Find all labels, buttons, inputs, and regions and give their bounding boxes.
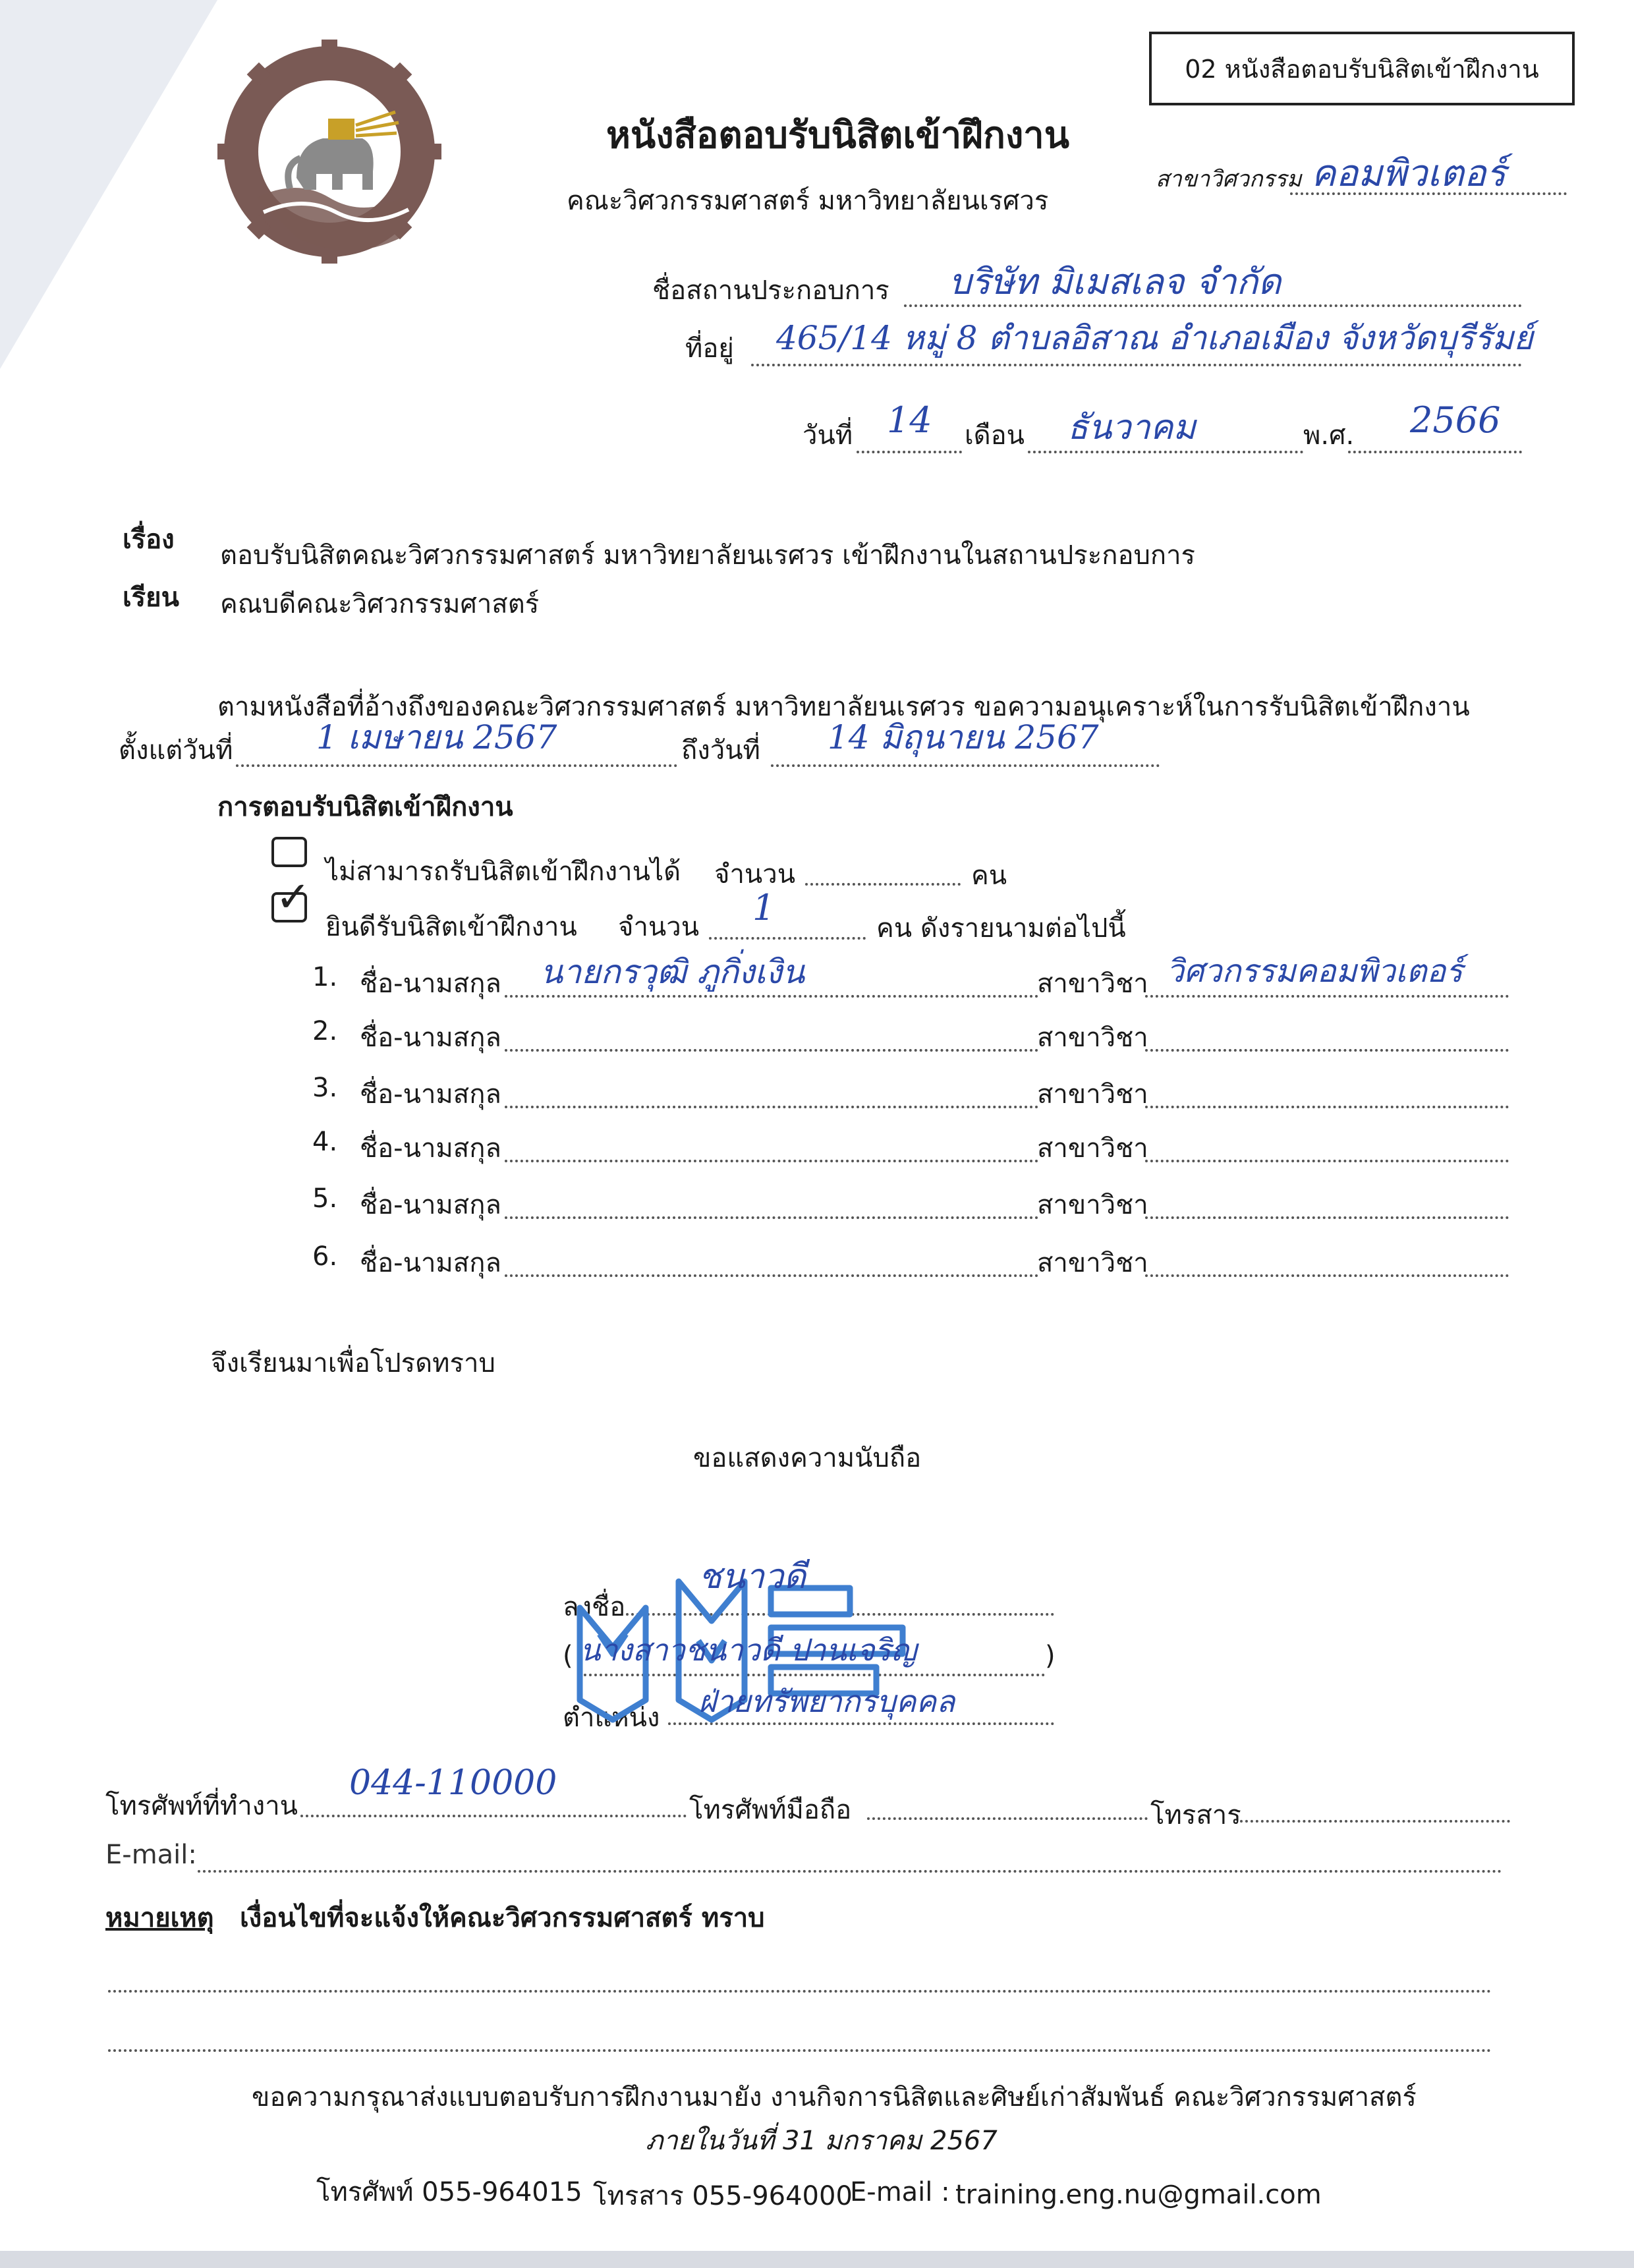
branch-label: สาขาวิศวกรรม [1156,166,1302,192]
to-text: คณบดีคณะวิศวกรรมศาสตร์ [220,589,540,619]
company-name-label: ชื่อสถานประกอบการ [652,275,889,306]
sign-label: ลงชื่อ [563,1592,626,1622]
student-major-dotted-line [1145,1160,1509,1162]
reject-label: ไม่สามารถรับนิสิตเข้าฝึกงานได้ [325,857,681,887]
note-text: เงื่อนไขที่จะแจ้งให้คณะวิศวกรรมศาสตร์ ทราบ [240,1903,765,1933]
student-major-label: สาขาวิชา [1037,969,1148,999]
student-name-dotted-line [505,1106,1038,1108]
accept-checkmark: ✓ [275,873,311,922]
student-major-dotted-line [1145,1049,1509,1052]
student-major-handwriting: วิศวกรรมคอมพิวเตอร์ [1166,953,1463,990]
student-major-label: สาขาวิชา [1037,1248,1148,1278]
fax-label: โทรสาร [1150,1800,1241,1830]
scan-bottom-edge [0,2251,1634,2268]
to-date-handwriting: 14 มิถุนายน 2567 [828,718,1099,756]
name-close-paren: ) [1045,1641,1056,1671]
student-number: 4. [312,1127,338,1157]
from-date-handwriting: 1 เมษายน 2567 [316,718,557,756]
reject-checkbox[interactable] [271,837,307,867]
accept-count-handwriting: 1 [752,887,775,928]
address-label: ที่อยู่ [685,333,734,364]
accept-label: ยินดีรับนิสิตเข้าฝึกงาน [325,912,577,942]
form-code: 02 หนังสือตอบรับนิสิตเข้าฝึกงาน [1185,54,1539,84]
student-number: 6. [312,1241,338,1272]
work-phone-dotted-line [300,1815,687,1817]
student-name-handwriting: นายกรวุฒิ ภูกิ่งเงิน [540,953,805,991]
email-label: E-mail: [105,1840,197,1870]
student-number: 3. [312,1073,338,1103]
student-name-label: ชื่อ-นามสกุล [360,1133,501,1164]
document-title: หนังสือตอบรับนิสิตเข้าฝึกงาน [606,114,1070,157]
date-day-handwriting: 14 [887,399,932,441]
date-day-dotted-line [857,451,962,453]
mobile-label: โทรศัพท์มือถือ [689,1795,852,1825]
student-name-label: ชื่อ-นามสกุล [360,969,501,999]
footer-phone: โทรศัพท์ 055-964015 [316,2177,582,2207]
company-name-handwriting: บริษัท มิเมสเลจ จำกัด [949,261,1282,302]
closing-line: จึงเรียนมาเพื่อโปรดทราบ [211,1348,495,1378]
student-number: 5. [312,1183,338,1214]
student-name-dotted-line [505,1216,1038,1219]
from-date-dotted-line [236,764,677,767]
student-number: 1. [312,962,338,992]
regards: ขอแสดงความนับถือ [693,1443,922,1473]
faculty-logo [217,40,441,264]
footer-fax: โทรสาร 055-964000 [593,2181,853,2211]
footer-email-label: E-mail : [850,2177,950,2207]
reject-count-label: จำนวน [714,859,796,890]
student-name-label: ชื่อ-นามสกุล [360,1023,501,1053]
to-date-label: ถึงวันที่ [681,735,760,766]
to-date-dotted-line [771,764,1160,767]
student-major-label: สาขาวิชา [1037,1133,1148,1164]
student-name-dotted-line [505,1160,1038,1162]
form-code-box [1149,32,1575,105]
fax-dotted-line [1240,1820,1510,1823]
footer-line1: ขอความกรุณาส่งแบบตอบรับการฝึกงานมายัง งานกิจการนิสิตและศิษย์เก่าสัมพันธ์ คณะวิศวกรรมศาสตร์ [252,2082,1417,2112]
footer-line2: ภายในวันที่ 31 มกราคม 2567 [646,2126,998,2156]
note-dotted-line-2 [108,2049,1492,2052]
accept-count-label: จำนวน [618,912,700,942]
reject-unit: คน [971,861,1007,891]
branch-handwriting: คอมพิวเตอร์ [1311,152,1506,195]
student-name-dotted-line [505,1274,1038,1277]
position-label: ตำแหน่ง [563,1703,660,1733]
accept-count-dotted-line [709,937,866,940]
student-name-dotted-line [505,1049,1038,1052]
to-label: เรียน [123,582,179,613]
student-major-dotted-line [1145,1106,1509,1108]
work-phone-handwriting: 044-110000 [349,1763,557,1803]
acceptance-heading: การตอบรับนิสิตเข้าฝึกงาน [217,792,513,822]
faculty-logo-graphic [217,40,441,264]
sign-handwriting: ชนาวดี [698,1557,806,1597]
from-date-label: ตั้งแต่วันที่ [119,735,233,766]
accept-unit: คน ดังรายนามต่อไปนี้ [876,913,1126,944]
student-name-label: ชื่อ-นามสกุล [360,1190,501,1220]
name-open-paren: ( [563,1641,573,1671]
student-major-label: สาขาวิชา [1037,1023,1148,1053]
body-paragraph: ตามหนังสือที่อ้างถึงของคณะวิศวกรรมศาสตร์ มหาวิทยาลัยนเรศวร ขอความอนุเคราะห์ในการรับนิสิตเข้าฝึกงาน [217,692,1470,722]
student-name-label: ชื่อ-นามสกุล [360,1079,501,1110]
date-year-dotted-line [1348,451,1522,453]
note-label: หมายเหตุ [105,1903,214,1933]
date-day-label: วันที่ [803,420,853,451]
reject-count-dotted-line [805,883,961,886]
student-major-dotted-line [1145,1216,1509,1219]
student-number: 2. [312,1016,338,1046]
student-name-label: ชื่อ-นามสกุล [360,1248,501,1278]
student-major-dotted-line [1145,1274,1509,1277]
subject-label: เรื่อง [123,524,175,555]
faculty-name: คณะวิศวกรรมศาสตร์ มหาวิทยาลัยนเรศวร [567,186,1049,216]
position-handwriting: ฝ่ายทรัพยากรบุคคล [698,1684,955,1719]
address-handwriting: 465/14 หมู่ 8 ตำบลอิสาณ อำเภอเมือง จังหวัดบุรีรัมย์ [776,319,1533,357]
scan-corner-shadow [0,0,217,369]
email-dotted-line [198,1870,1502,1873]
student-major-label: สาขาวิชา [1037,1190,1148,1220]
name-handwriting: นางสาวชนาวดี ปานเจริญ [580,1632,917,1668]
subject-text: ตอบรับนิสิตคณะวิศวกรรมศาสตร์ มหาวิทยาลัยนเรศวร เข้าฝึกงานในสถานประกอบการ [220,540,1196,571]
date-year-label: พ.ศ. [1303,420,1355,451]
work-phone-label: โทรศัพท์ที่ทำงาน [105,1791,298,1821]
footer-email-link[interactable]: training.eng.nu@gmail.com [955,2180,1322,2210]
date-month-handwriting: ธันวาคม [1067,408,1196,447]
date-month-label: เดือน [965,420,1025,451]
note-dotted-line-1 [108,1990,1492,1993]
mobile-dotted-line [867,1817,1148,1820]
date-year-handwriting: 2566 [1410,399,1501,441]
student-major-label: สาขาวิชา [1037,1079,1148,1110]
